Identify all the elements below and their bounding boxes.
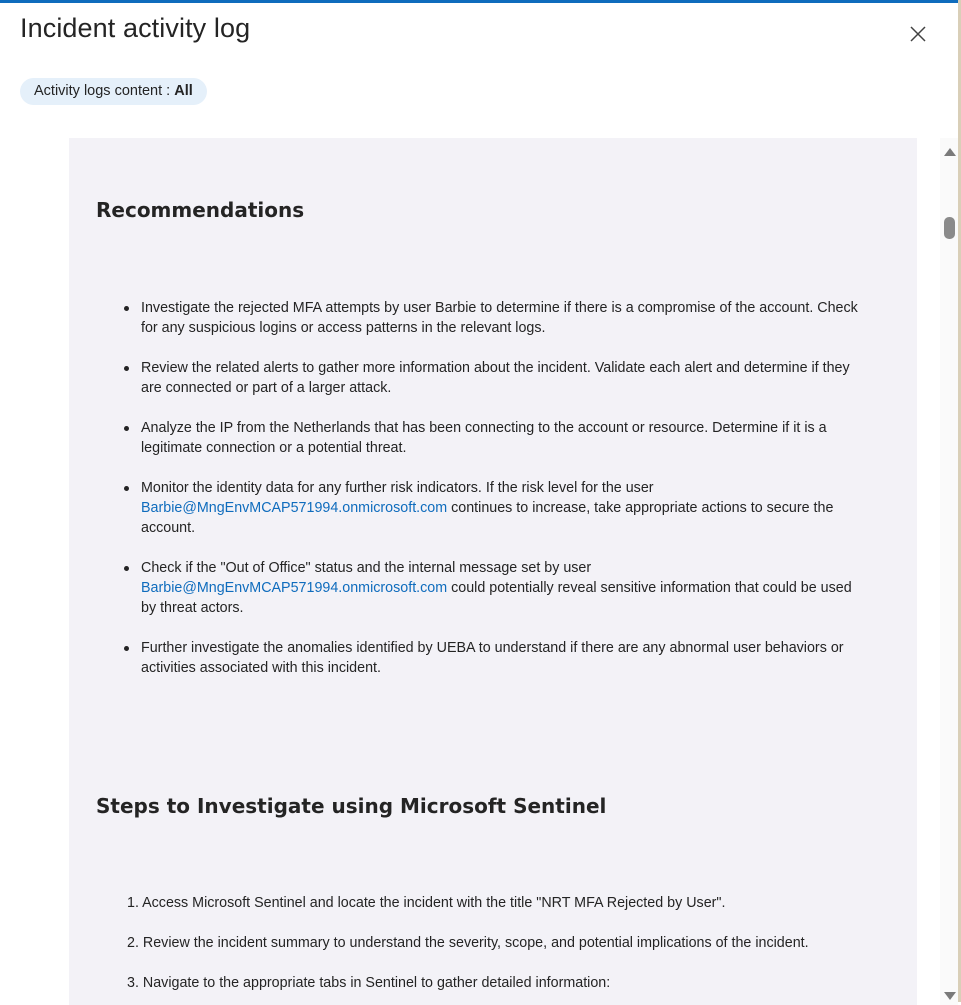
filter-label: Activity logs content : xyxy=(34,83,175,99)
close-button[interactable] xyxy=(906,22,930,46)
vertical-scrollbar[interactable] xyxy=(940,138,958,1005)
user-email-link[interactable]: Barbie@MngEnvMCAP571994.onmicrosoft.com xyxy=(141,580,448,596)
activity-content-card xyxy=(69,138,917,1005)
panel-title: Incident activity log xyxy=(20,13,251,43)
scroll-up-arrow-icon[interactable] xyxy=(944,148,956,156)
recommendation-item: Review the related alerts to gather more information about the incident. Validate each alert and determine if they are connected or part of a larger attack. xyxy=(141,358,861,398)
step-item: 2. Review the incident summary to understand the severity, scope, and potential implications of the incident. xyxy=(127,935,809,951)
recommendation-item: Check if the "Out of Office" status and the internal message set by user Barbie@MngEnvMCAP571994.onmicrosoft.com could potentially reveal sensitive information that could be used by threat actors. xyxy=(141,558,861,618)
step-item: 1. Access Microsoft Sentinel and locate the incident with the title "NRT MFA Rejected by User". xyxy=(127,895,726,911)
step-item: 3. Navigate to the appropriate tabs in Sentinel to gather detailed information: xyxy=(127,975,611,991)
recommendation-item: Investigate the rejected MFA attempts by user Barbie to determine if there is a compromise of the account. Check for any suspicious logins or access patterns in the relevant logs. xyxy=(141,298,861,338)
user-email-link[interactable]: Barbie@MngEnvMCAP571994.onmicrosoft.com xyxy=(141,500,448,516)
recommendations-heading: Recommendations xyxy=(96,198,305,222)
scrollbar-thumb[interactable] xyxy=(944,217,955,239)
recommendations-list xyxy=(141,298,861,698)
activity-logs-content-filter[interactable] xyxy=(20,78,207,105)
activity-log-scroll-area xyxy=(0,121,938,1005)
close-icon xyxy=(906,22,930,46)
steps-list xyxy=(127,893,887,1005)
filter-value: All xyxy=(174,83,193,99)
recommendation-item: Analyze the IP from the Netherlands that has been connecting to the account or resource. Determine if it is a legitimate connection or a potential threat. xyxy=(141,418,861,458)
recommendation-item: Further investigate the anomalies identified by UEBA to understand if there are any abnormal user behaviors or activities associated with this incident. xyxy=(141,638,861,678)
steps-heading: Steps to Investigate using Microsoft Sentinel xyxy=(96,794,607,818)
recommendation-item: Monitor the identity data for any further risk indicators. If the risk level for the user Barbie@MngEnvMCAP571994.onmicrosoft.com continues to increase, take appropriate actions to secure the account. xyxy=(141,478,861,538)
scroll-down-arrow-icon[interactable] xyxy=(944,992,956,1000)
